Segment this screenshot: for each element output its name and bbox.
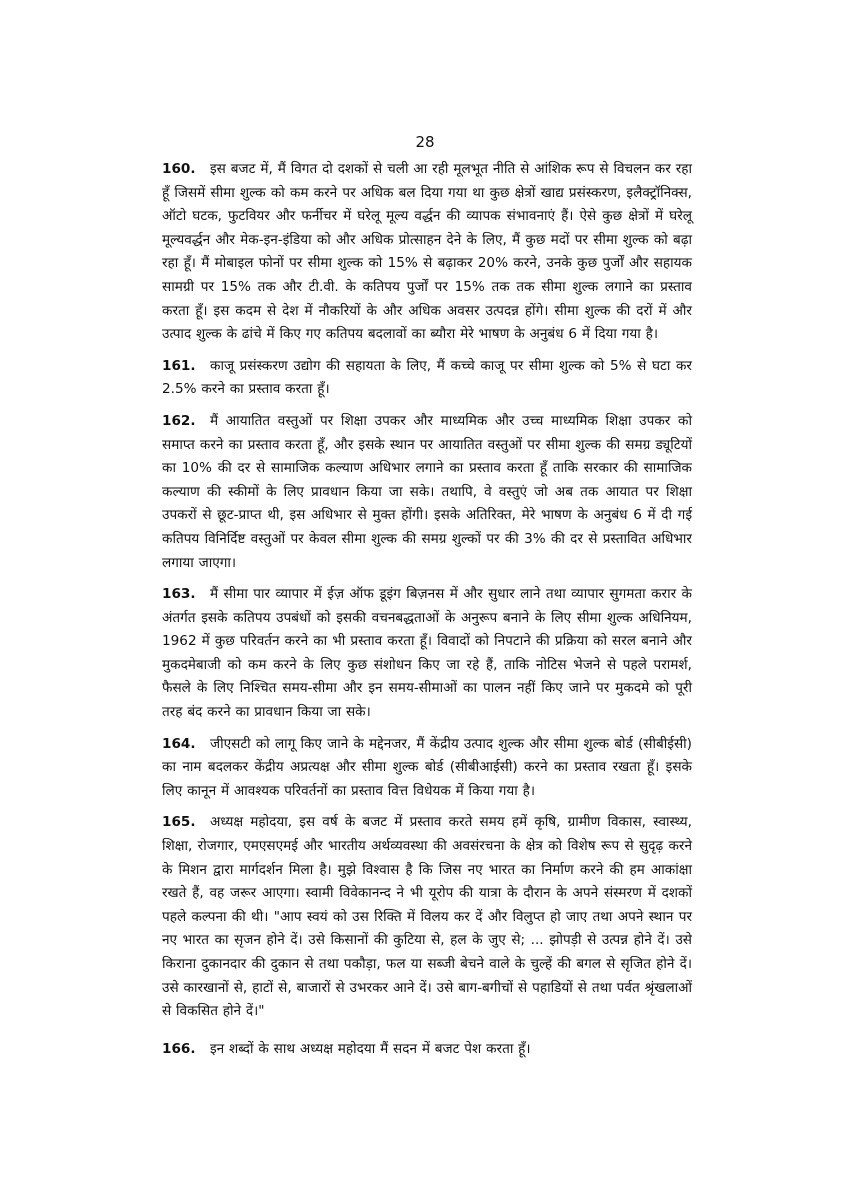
paragraph-text: इन शब्दों के साथ अध्यक्ष महोदया मैं सदन में बजट पेश करता हूँ।: [210, 1040, 531, 1057]
paragraph-text: मैं सीमा पार व्यापार में ईज़ ऑफ डूइंग बिज़नस में और सुधार लाने तथा व्यापार सुगमता करार के अंतर्गत इसके कतिपय उपबंधों को इसकी वचनबद्धताओं के अनुरूप बनाने के लिए सीमा शुल्क अधिनियम, 1962 में कुछ परिवर्तन करने का भी प्रस्ताव करता हूँ। विवादों को निपटाने की प्रक्रिया को सरल बनाने और मुकदमेबाजी को कम करने के लिए कुछ संशोधन किए जा रहे हैं, ताकि नोटिस भेजने से पहले परामर्श, फैसले के लिए निश्चित समय-सीमा और इन समय-सीमाओं का पालन नहीं किए जाने पर मुकदमे को पूरी तरह बंद करने का प्रावधान किया जा सके।: [162, 586, 692, 721]
paragraph-number: 164.: [162, 735, 196, 752]
paragraph-number: 160.: [162, 161, 196, 177]
paragraph-number: 165.: [162, 814, 196, 831]
paragraph-164: [162, 733, 692, 804]
paragraph-163: [162, 583, 692, 725]
paragraph-162: [162, 410, 692, 575]
paragraph-text: अध्यक्ष महोदया, इस वर्ष के बजट में प्रस्ताव करते समय हमें कृषि, ग्रामीण विकास, स्वास्थ्य, शिक्षा, रोजगार, एमएसएमई और भारतीय अर्थव्यवस्था की अवसंरचना के क्षेत्र को विशेष रूप से सुदृढ़ करने के मिशन द्वारा मार्गदर्शन मिला है। मुझे विश्वास है कि जिस नए भारत का निर्माण करने की हम आकांक्षा रखते हैं, वह जरूर आएगा। स्वामी विवेकानन्द ने भी यूरोप की यात्रा के दौरान के अपने संस्मरण में दशकों पहले कल्पना की थी। "आप स्वयं को उस रिक्ति में विलय कर दें और विलुप्त हो जाए तथा अपने स्थान पर नए भारत का सृजन होने दें। उसे किसानों की कुटिया से, हल के जुए से; ... झोपड़ी से उत्पन्न होने दें। उसे किराना दुकानदार की दुकान से तथा पकौड़ा, फल या सब्जी बेचने वाले के चुल्हें की बगल से सृजित होने दें। उसे कारखानों से, हाटों से, बाजारों से उभरकर आने दें। उसे बाग-बगीचों से पहाडियों से तथा पर्वत श्रृंखलाओं से विकसित होने दें।": [162, 814, 692, 1020]
paragraph-number: 162.: [162, 412, 196, 429]
page-body: [162, 158, 692, 1069]
paragraph-text: इस बजट में, मैं विगत दो दशकों से चली आ रही मूलभूत नीति से आंशिक रूप से विचलन कर रहा हूँ जिसमें सीमा शुल्क को कम करने पर अधिक बल दिया गया था कुछ क्षेत्रों खाद्य प्रसंस्करण, इलैक्ट्रॉनिक्स, ऑटो घटक, फुटवियर और फर्नीचर में घरेलू मूल्य वर्द्धन की व्यापक संभावनाएं हैं। ऐसे कुछ क्षेत्रों में घरेलू मूल्यवर्द्धन और मेक-इन-इंडिया को और अधिक प्रोत्साहन देने के लिए, मैं कुछ मदों पर सीमा शुल्क को बढ़ा रहा हूँ। मैं मोबाइल फोनों पर सीमा शुल्क को 15% से बढ़ाकर 20% करने, उनके कुछ पुर्जों और सहायक सामग्री पर 15% तक और टी.वी. के कतिपय पुर्जों पर 15% तक तक सीमा शुल्क लगाने का प्रस्ताव करता हूँ। इस कदम से देश में नौकरियों के और अधिक अवसर उत्पदन्न होंगे। सीमा शुल्क की दरों में और उत्पाद शुल्क के ढांचे में किए गए कतिपय बदलावों का ब्यौरा मेरे भाषण के अनुबंध 6 में दिया गया है।: [162, 161, 692, 343]
paragraph-number: 166.: [162, 1040, 196, 1057]
paragraph-number: 161.: [162, 357, 196, 374]
paragraph-165: [162, 811, 692, 1023]
paragraph-text: काजू प्रसंस्करण उद्योग की सहायता के लिए, मैं कच्चे काजू पर सीमा शुल्क को 5% से घटा कर 2.5% करने का प्रस्ताव करता हूँ।: [162, 357, 692, 398]
page-number: 28: [415, 133, 435, 151]
paragraph-text: जीएसटी को लागू किए जाने के मद्देनजर, मैं केंद्रीय उत्पाद शुल्क और सीमा शुल्क बोर्ड (सीबीईसी) का नाम बदलकर केंद्रीय अप्रत्यक्ष और सीमा शुल्क बोर्ड (सीबीआईसी) करने का प्रस्ताव रखता हूँ। इसके लिए कानून में आवश्यक परिवर्तनों का प्रस्ताव वित्त विधेयक में किया गया है।: [162, 735, 692, 799]
paragraph-166: [162, 1038, 692, 1062]
paragraph-160: [162, 158, 692, 347]
paragraph-161: [162, 355, 692, 402]
paragraph-text: मैं आयातित वस्तुओं पर शिक्षा उपकर और माध्यमिक और उच्च माध्यमिक शिक्षा उपकर को समाप्त करने का प्रस्ताव करता हूँ, और इसके स्थान पर आयातित वस्तुओं पर सीमा शुल्क की समग्र ड्यूटियों का 10% की दर से सामाजिक कल्याण अधिभार लगाने का प्रस्ताव करता हूँ ताकि सरकार की सामाजिक कल्याण की स्कीमों के लिए प्रावधान किया जा सके। तथापि, वे वस्तुएं जो अब तक आयात पर शिक्षा उपकरों से छूट-प्राप्त थी, इस अधिभार से मुक्त होंगी। इसके अतिरिक्त, मेरे भाषण के अनुबंध 6 में दी गई कतिपय विनिर्दिष्ट वस्तुओं पर केवल सीमा शुल्क की समग्र शुल्कों पर की 3% की दर से प्रस्तावित अधिभार लगाया जाएगा।: [162, 412, 692, 571]
paragraph-number: 163.: [162, 586, 196, 603]
